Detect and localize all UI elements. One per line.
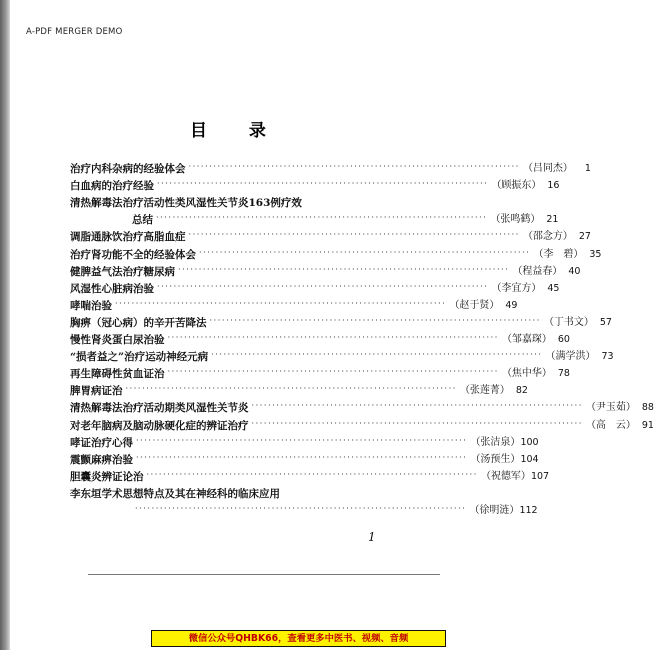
- toc-entry-author: （张洁泉）: [470, 436, 521, 448]
- page-title: 目 录: [190, 121, 284, 141]
- toc-entry-title: 胆囊炎辨证论治: [70, 470, 144, 483]
- toc-entry-title: “损者益之”治疗运动神经元病: [70, 351, 209, 364]
- toc-entry-title: 调脂通脉饮治疗高脂血症: [70, 231, 186, 244]
- toc-leader-dots: ················································································: [136, 435, 468, 445]
- toc-entry-title: 再生障碍性贫血证治: [70, 368, 165, 381]
- toc-entry-author: （吕同杰）: [522, 163, 573, 174]
- toc-entry: [70, 434, 539, 450]
- toc-entry-author: （高 云）: [585, 419, 636, 431]
- toc-entry-page: 40: [568, 265, 581, 277]
- promo-banner: 微信公众号QHBK66，查看更多中医书、视频、音频: [151, 630, 446, 647]
- toc-entry-page: 16: [547, 180, 560, 192]
- toc-entry-author: （徐明涟）: [469, 505, 520, 516]
- toc-entry-page: 57: [599, 316, 612, 328]
- toc-leader-dots: ················································································: [167, 333, 499, 342]
- toc-entry: [70, 314, 612, 330]
- toc-entry: [70, 297, 518, 313]
- toc-entry-author: （李 碧）: [533, 248, 584, 260]
- toc-entry-title: 慢性肾炎蛋白尿治验: [70, 334, 165, 346]
- toc-entry-page: 73: [601, 351, 614, 363]
- toc-entry-author: （张莲菁）: [459, 385, 510, 397]
- toc-leader-dots: ················································································: [135, 504, 467, 513]
- toc-entry-page: 35: [589, 248, 602, 260]
- toc-entry: [70, 417, 654, 433]
- toc-entry-page: 82: [515, 385, 528, 397]
- toc-leader-dots: ················································································: [188, 230, 520, 240]
- toc-entry: [70, 211, 559, 227]
- toc-entry-page: 1: [584, 163, 591, 174]
- toc-entry: [70, 263, 581, 279]
- toc-leader-dots: ················································································: [146, 469, 478, 479]
- toc-entry: [70, 246, 602, 262]
- toc-leader-dots: ················································································: [251, 418, 583, 428]
- toc-entry-title: 脾胃病证治: [70, 385, 123, 398]
- toc-leader-dots: ················································································: [136, 452, 468, 462]
- toc-entry-title: 李东垣学术思想特点及其在神经科的临床应用: [70, 487, 280, 500]
- toc-entry: [70, 177, 560, 193]
- toc-entry: [70, 451, 539, 467]
- toc-entry-page: 112: [519, 505, 538, 516]
- toc-leader-dots: ················································································: [211, 350, 543, 360]
- toc-entry: [70, 194, 400, 210]
- toc-entry-author: （焦中华）: [501, 368, 552, 380]
- toc-leader-dots: ················································································: [199, 247, 531, 257]
- toc-entry-page: 27: [578, 231, 591, 243]
- toc-entry: [70, 468, 550, 484]
- toc-entry: [70, 348, 614, 364]
- toc-leader-dots: ················································································: [157, 179, 489, 189]
- toc-leader-dots: ················································································: [251, 401, 583, 411]
- toc-entry-page: 100: [520, 436, 539, 448]
- toc-entry-author: （满学洪）: [545, 351, 596, 363]
- toc-entry-title: 哮喘治验: [70, 299, 112, 312]
- page-edge-shadow: [0, 0, 10, 650]
- toc-entry-page: 88: [641, 402, 654, 414]
- toc-entry-author: （丁书文）: [543, 316, 594, 328]
- toc-entry-page: 45: [547, 282, 560, 294]
- toc-entry-title: 总结: [132, 214, 153, 227]
- toc-entry-author: （邹嘉琛）: [501, 334, 552, 345]
- toc-leader-dots: ················································································: [188, 162, 520, 171]
- toc-entry-page: 78: [557, 368, 570, 380]
- toc-entry-author: （赵于贤）: [449, 299, 500, 311]
- toc-entry-author: （李宜方）: [491, 282, 542, 294]
- toc-entry: [70, 280, 560, 296]
- toc-entry-author: （程益春）: [512, 265, 563, 277]
- toc-entry-author: （祝德军）: [480, 470, 531, 482]
- demo-watermark: A-PDF MERGER DEMO: [26, 27, 123, 37]
- toc-entry-title: 健脾益气法治疗糖尿病: [70, 265, 175, 278]
- toc-entry-page: 104: [520, 453, 539, 465]
- toc-entry-author: （张鸣鹤）: [490, 214, 541, 226]
- toc-entry: [70, 485, 400, 501]
- toc-entry-author: （顾振东）: [491, 180, 542, 192]
- toc-entry-author: （邵念方）: [522, 231, 573, 243]
- toc-entry-title: 治疗内科杂病的经验体会: [70, 163, 186, 175]
- toc-entry-page: 49: [505, 299, 518, 311]
- toc-entry: [70, 502, 538, 518]
- toc-entry-page: 60: [557, 334, 570, 345]
- toc-entry-title: 白血病的治疗经验: [70, 180, 154, 193]
- toc-entry-title: 胸痹（冠心病）的辛开苦降法: [70, 316, 207, 329]
- toc-entry-title: 风湿性心脏病治验: [70, 282, 154, 295]
- toc-leader-dots: ················································································: [115, 298, 447, 308]
- toc-entry-title: 治疗肾功能不全的经验体会: [70, 248, 196, 261]
- toc-leader-dots: ················································································: [157, 281, 489, 291]
- toc-entry: [70, 160, 591, 176]
- toc-entry: [70, 399, 654, 415]
- toc-entry-title: 哮证治疗心得: [70, 436, 133, 449]
- toc-entry-author: （尹玉茹）: [585, 402, 636, 414]
- toc-entry-page: 21: [546, 214, 559, 226]
- toc-leader-dots: ················································································: [178, 264, 510, 274]
- toc-entry: [70, 365, 570, 381]
- toc-entry: [70, 331, 570, 347]
- toc-entry-title: 震颤麻痹治验: [70, 453, 133, 466]
- toc-entry-page: 91: [641, 419, 654, 431]
- page-number: 1: [368, 530, 376, 544]
- toc-leader-dots: ················································································: [125, 384, 457, 394]
- toc-entry-title: 对老年脑病及脑动脉硬化症的辨证治疗: [70, 419, 249, 432]
- toc-leader-dots: ················································································: [156, 213, 488, 223]
- toc-entry-author: （汤预生）: [470, 453, 521, 465]
- toc-entry-title: 清热解毒法治疗活动期类风湿性关节炎: [70, 402, 249, 415]
- toc-entry: [70, 228, 591, 244]
- toc-entry: [70, 382, 528, 398]
- toc-leader-dots: ················································································: [167, 367, 499, 377]
- toc-entry-page: 107: [530, 470, 550, 482]
- toc-leader-dots: ················································································: [209, 315, 541, 325]
- toc-entry-title: 清热解毒法治疗活动性类风湿性关节炎163例疗效: [70, 197, 302, 210]
- divider: [88, 574, 440, 575]
